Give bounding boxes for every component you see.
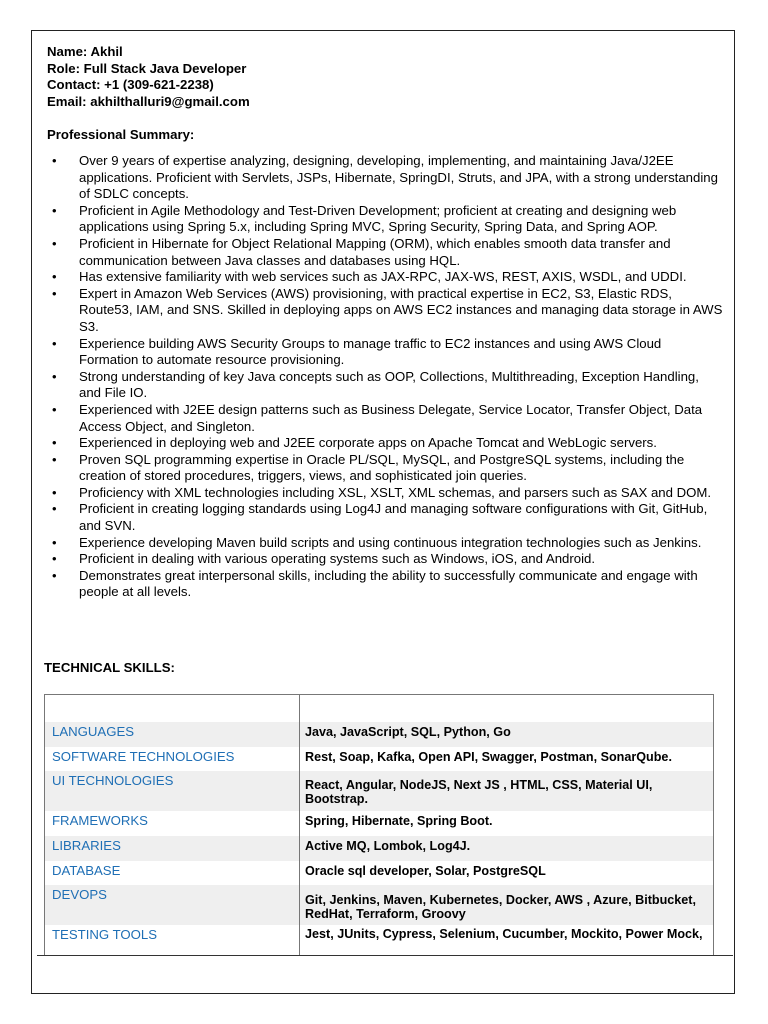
summary-item: • Has extensive familiarity with web services such as JAX-RPC, JAX-WS, REST, AXIS, WSDL, and UDDI. [52,269,724,286]
summary-item: • Over 9 years of expertise analyzing, designing, developing, implementing, and maintaining Java/J2EE applications. Proficient with Servlets, JSPs, Hibernate, SpringDI, Struts, and JPA, with a strong understanding of SDLC concepts. [52,153,724,203]
candidate-role: Role: Full Stack Java Developer [47,60,247,76]
skill-value: Git, Jenkins, Maven, Kubernetes, Docker, AWS , Azure, Bitbucket, RedHat, Terraform, Groovy [305,893,696,921]
skill-category: TESTING TOOLS [52,927,158,942]
summary-item: • Experience developing Maven build scripts and using continuous integration technologies such as Jenkins. [52,535,724,552]
skills-row [45,885,713,925]
skills-row [45,722,713,747]
summary-item: • Expert in Amazon Web Services (AWS) provisioning, with practical expertise in EC2, S3, Elastic RDS, Route53, IAM, and SNS. Skilled in deploying apps on AWS EC2 instances and managing data storage in AWS S3. [52,286,724,336]
skills-table [44,694,714,956]
skill-value: Rest, Soap, Kafka, Open API, Swagger, Postman, SonarQube. [305,750,672,764]
skills-row [45,861,713,885]
summary-item: • Proficient in creating logging standards using Log4J and managing software configurations with Git, GitHub, and SVN. [52,501,724,534]
skill-category: FRAMEWORKS [52,813,148,828]
candidate-contact: Contact: +1 (309-621-2238) [47,77,214,93]
summary-item: • Experience building AWS Security Groups to manage traffic to EC2 instances and using AWS Cloud Formation to automate resource provisioning. [52,336,724,369]
skill-category: LIBRARIES [52,838,121,853]
skills-row [45,925,713,957]
summary-item: • Experienced with J2EE design patterns such as Business Delegate, Service Locator, Transfer Object, Data Access Object, and Singleton. [52,402,724,435]
summary-item: • Proficient in dealing with various operating systems such as Windows, iOS, and Android. [52,551,724,568]
summary-item: • Proficient in Agile Methodology and Test-Driven Development; proficient at creating and designing web applications using Spring 5.x, including Spring MVC, Spring Security, Spring Data, and Spring AOP. [52,203,724,236]
contact-header [47,44,250,110]
skill-value: React, Angular, NodeJS, Next JS , HTML, CSS, Material UI, Bootstrap. [305,778,653,806]
summary-item: • Proficiency with XML technologies including XSL, XSLT, XML schemas, and parsers such as SAX and DOM. [52,485,724,502]
summary-heading: Professional Summary: [47,127,195,142]
skill-category: DATABASE [52,863,121,878]
bottom-rule [37,955,733,956]
skill-category: SOFTWARE TECHNOLOGIES [52,749,235,764]
skill-value: Active MQ, Lombok, Log4J. [305,839,471,853]
skills-row [45,836,713,861]
summary-list [52,153,724,601]
candidate-name: Name: Akhil [47,44,123,59]
skills-heading: TECHNICAL SKILLS: [44,660,175,675]
summary-item: • Demonstrates great interpersonal skills, including the ability to successfully communicate and engage with people at all levels. [52,568,724,601]
skill-category: LANGUAGES [52,724,135,739]
summary-item: • Proven SQL programming expertise in Oracle PL/SQL, MySQL, and PostgreSQL systems, including the creation of stored procedures, triggers, views, and sophisticated join queries. [52,452,724,485]
skill-value: Jest, JUnits, Cypress, Selenium, Cucumber, Mockito, Power Mock, [305,927,703,941]
summary-item: • Experienced in deploying web and J2EE corporate apps on Apache Tomcat and WebLogic servers. [52,435,724,452]
candidate-email: Email: akhilthalluri9@gmail.com [47,93,250,109]
resume-page [31,30,735,994]
skills-row [45,771,713,811]
skill-category: DEVOPS [52,887,107,902]
skill-value: Oracle sql developer, Solar, PostgreSQL [305,864,546,878]
skills-row [45,811,713,836]
skill-category: UI TECHNOLOGIES [52,773,174,788]
skill-value: Java, JavaScript, SQL, Python, Go [305,725,511,739]
skill-value: Spring, Hibernate, Spring Boot. [305,814,493,828]
column-divider [299,695,300,956]
skills-row [45,747,713,771]
summary-item: • Strong understanding of key Java concepts such as OOP, Collections, Multithreading, Exception Handling, and File IO. [52,369,724,402]
summary-item: • Proficient in Hibernate for Object Relational Mapping (ORM), which enables smooth data transfer and communication between Java classes and databases using HQL. [52,236,724,269]
